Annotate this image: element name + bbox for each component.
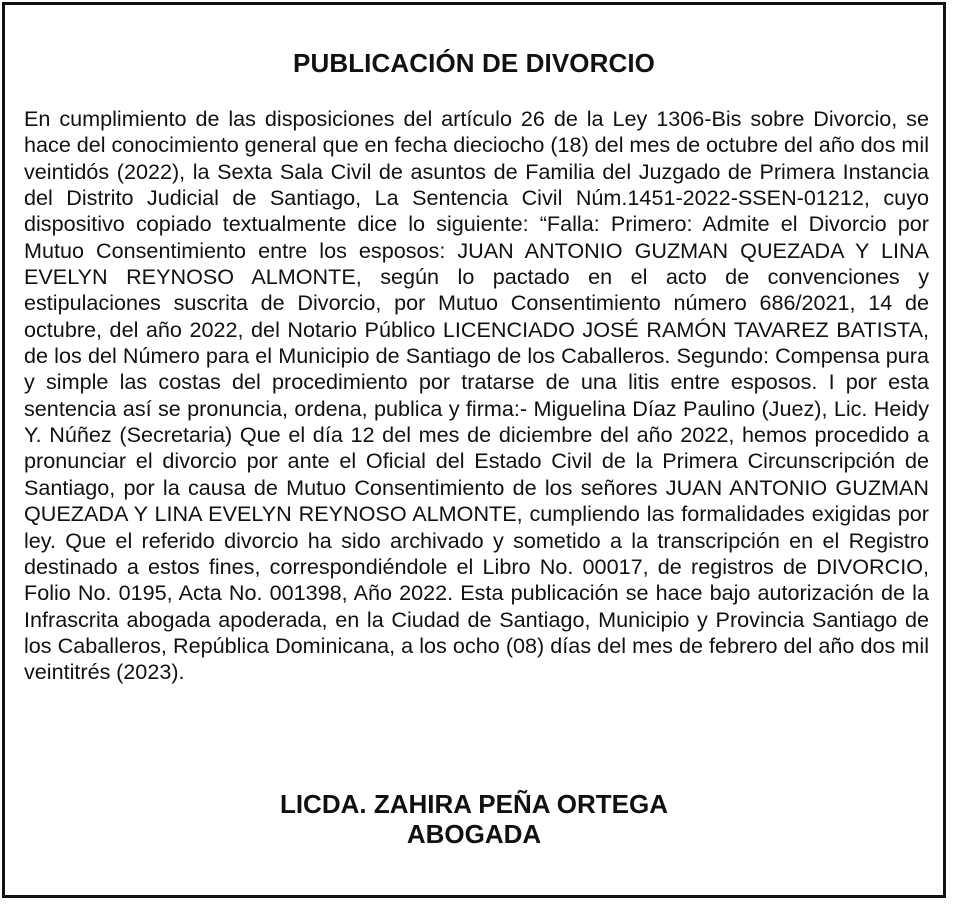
notice-frame xyxy=(2,2,946,898)
signatory-role: ABOGADA xyxy=(406,819,542,849)
signatory-name: LICDA. ZAHIRA PEÑA ORTEGA xyxy=(279,789,669,819)
notice-title: PUBLICACIÓN DE DIVORCIO xyxy=(293,48,655,78)
notice-body: En cumplimiento de las disposiciones del artículo 26 de la Ley 1306-Bis sobre Divorcio, se hace del conocimiento general que en fecha dieciocho (18) del mes de octubre del año dos mil veintidós (2022), la Sexta Sala Civil de asuntos de Familia del Juzgado de Primera Instancia del Distrito Judicial de Santiago, La Sentencia Civil Núm.1451-2022-SSEN-01212, cuyo dispositivo copiado textualmente dice lo siguiente: “Falla: Primero: Admite el Divorcio por Mutuo Consentimiento entre los esposos: JUAN ANTONIO GUZMAN QUEZADA Y LINA EVELYN REYNOSO ALMONTE, según lo pactado en el acto de convenciones y estipulaciones suscrita de Divorcio, por Mutuo Consentimiento número 686/2021, 14 de octubre, del año 2022, del Notario Público LICENCIADO JOSÉ RAMÓN TAVAREZ BATISTA, de los del Número para el Municipio de Santiago de los Caballeros. Segundo: Compensa pura y simple las costas del procedimiento por tratarse de una litis entre esposos. I por esta sentencia así se pronuncia, ordena, publica y firma:- Miguelina Díaz Paulino (Juez), Lic. Heidy Y. Núñez (Secretaria) Que el día 12 del mes de diciembre del año 2022, hemos procedido a pronunciar el divorcio por ante el Oficial del Estado Civil de la Primera Circunscripción de Santiago, por la causa de Mutuo Consentimiento de los señores JUAN ANTONIO GUZMAN QUEZADA Y LINA EVELYN REYNOSO ALMONTE, cumpliendo las formalidades exigidas por ley. Que el referido divorcio ha sido archivado y sometido a la transcripción en el Registro destinado a estos fines, correspondiéndole el Libro No. 00017, de registros de DIVORCIO, Folio No. 0195, Acta No. 001398, Año 2022. Esta publicación se hace bajo autorización de la Infrascrita abogada apoderada, en la Ciudad de Santiago, Municipio y Provincia Santiago de los Caballeros, República Dominicana, a los ocho (08) días del mes de febrero del año dos mil veintitrés (2023). xyxy=(24,106,929,685)
signature-block xyxy=(5,789,943,849)
